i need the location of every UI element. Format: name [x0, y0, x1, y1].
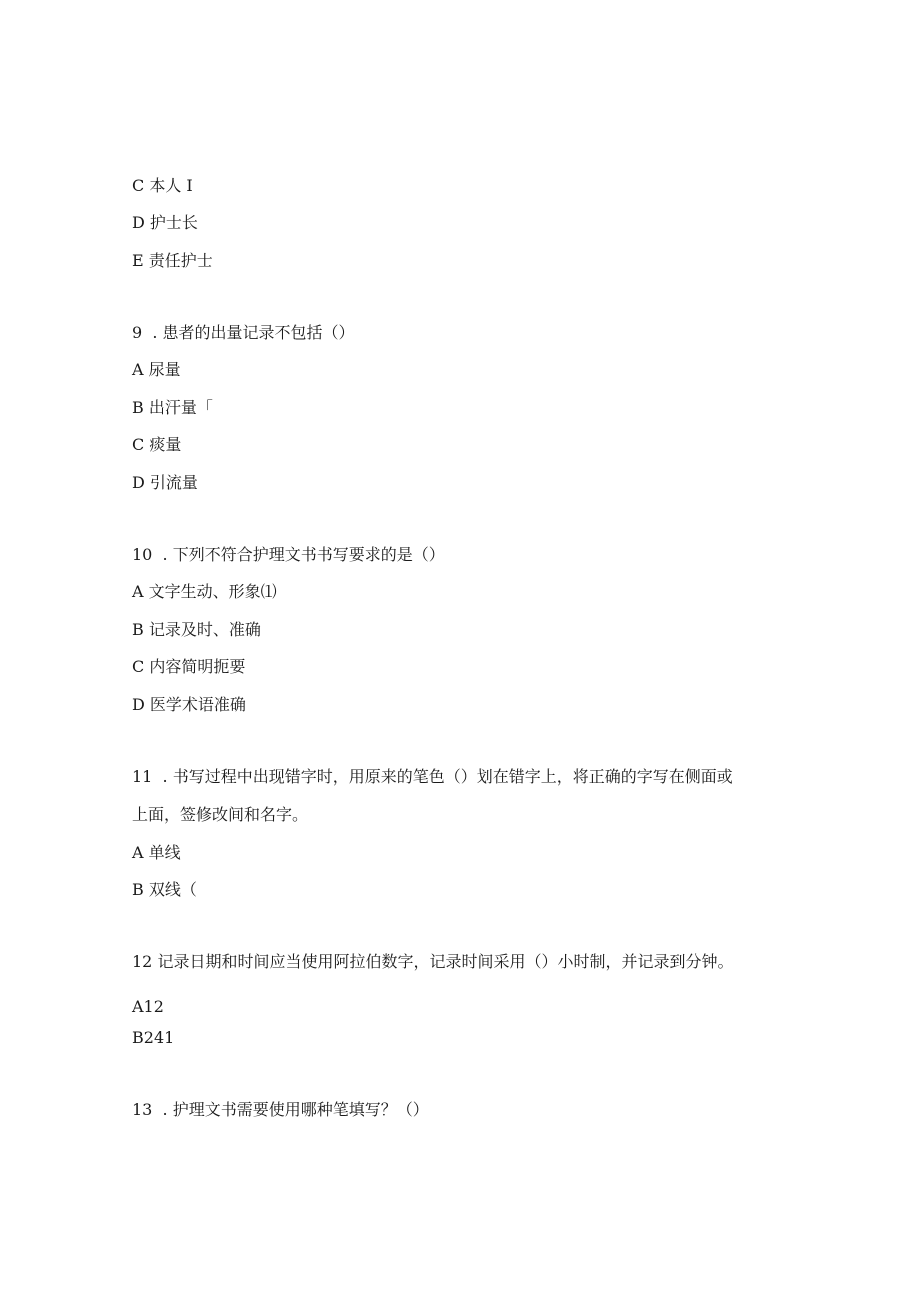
- option-q11-a: A 单线: [132, 843, 181, 862]
- option-q9-c: C 痰量: [132, 435, 182, 454]
- question-10-stem: 10 . 下列不符合护理文书书写要求的是（）: [132, 545, 445, 564]
- option-q10-a: A 文字生动、形象⑴: [132, 582, 277, 601]
- option-q9-d: D 引流量: [132, 473, 198, 492]
- option-q8-e: E 责任护士: [132, 251, 213, 270]
- option-q12-a: A12: [132, 997, 164, 1016]
- option-q12-b: B241: [132, 1028, 175, 1047]
- option-q10-c: C 内容简明扼要: [132, 657, 246, 676]
- option-q10-d: D 医学术语准确: [132, 695, 246, 714]
- question-9-stem: 9 . 患者的出量记录不包括（）: [132, 323, 355, 342]
- question-11-stem-line2: 上面，签修改间和名字。: [132, 805, 309, 824]
- question-12-stem: 12 记录日期和时间应当使用阿拉伯数字，记录时间采用（）小时制，并记录到分钟。: [132, 952, 734, 971]
- option-q8-d: D 护士长: [132, 213, 198, 232]
- option-q8-c: C 本人 I: [132, 176, 193, 195]
- option-q11-b: B 双线（: [132, 880, 197, 899]
- option-q10-b: B 记录及时、准确: [132, 620, 261, 639]
- option-q9-b: B 出汗量「: [132, 398, 213, 417]
- question-13-stem: 13 . 护理文书需要使用哪种笔填写？（）: [132, 1100, 429, 1119]
- option-q9-a: A 尿量: [132, 360, 181, 379]
- question-11-stem-line1: 11 . 书写过程中出现错字时，用原来的笔色（）划在错字上，将正确的字写在侧面或: [132, 767, 733, 786]
